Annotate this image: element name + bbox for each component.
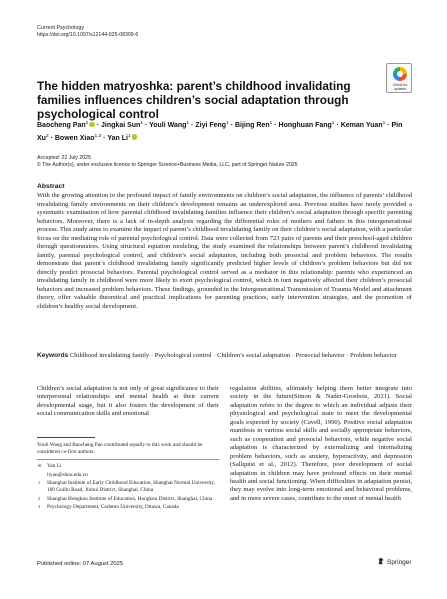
author-item[interactable]	[235, 122, 272, 129]
affiliation-text: Shanghai Institute of Early Childhood Education, Shanghai Normal University, 100 Guilin Road, Xuhui District, Shanghai, China	[47, 480, 215, 493]
author-item[interactable]	[279, 122, 335, 129]
author-affiliation-sup: 1	[140, 121, 143, 126]
keyword: Children’s social adaptation	[217, 352, 291, 359]
corresponding-email[interactable]: liyan@shnu.edu.cn	[47, 471, 88, 478]
keywords-list: Childhood invalidating family · Psychological control · Children’s social adaptation · Prosocial behavior · Problem behavior	[69, 352, 397, 359]
check-for-updates-badge[interactable]	[386, 63, 412, 93]
footnote-divider	[37, 437, 95, 438]
affiliation	[37, 496, 219, 503]
author-name: Youli Wang	[149, 122, 187, 129]
author-affiliation-sup: 1	[127, 133, 131, 139]
author-item[interactable]	[55, 135, 101, 142]
author-item[interactable]	[149, 122, 189, 129]
author-item[interactable]	[195, 122, 228, 129]
affiliation-text: Psychology Department, Carleton University, Ottawa, Canada	[47, 504, 179, 510]
author-affiliation-sup: 1,3	[94, 133, 102, 139]
affiliation-number: 2	[38, 495, 41, 501]
article-title: The hidden matryoshka: parent’s childhood invalidating families influences children’s social adaptation through psychological control	[37, 79, 351, 121]
publisher-name: Springer	[387, 559, 412, 566]
envelope-icon: ✉	[38, 463, 42, 468]
abstract-heading: Abstract	[37, 183, 65, 190]
affiliation-number: 1	[38, 480, 41, 485]
orcid-icon[interactable]	[132, 134, 138, 140]
author-item[interactable]	[341, 122, 386, 129]
footnotes	[37, 442, 219, 513]
badge-line2: updates	[393, 87, 407, 91]
affiliation	[37, 480, 219, 494]
author-affiliation-sup: 1	[382, 121, 386, 126]
springer-horse-icon	[377, 557, 385, 565]
author-affiliation-sup: 1	[85, 121, 89, 126]
author-name: Pin Xu	[37, 122, 403, 142]
author-affiliation-sup: 1	[331, 121, 335, 126]
author-item[interactable]	[101, 122, 143, 129]
author-name: Jingkai Sun	[101, 122, 141, 129]
author-name: Bijing Ren	[234, 122, 270, 129]
keyword: Prosocial behavior	[295, 352, 345, 359]
orcid-icon[interactable]	[89, 122, 95, 128]
author-item[interactable]	[107, 135, 137, 142]
author-item[interactable]	[37, 122, 95, 129]
author-name: Yan Li	[107, 134, 128, 142]
author-affiliation-sup: 1	[226, 121, 229, 126]
author-affiliation-sup: 2	[45, 133, 49, 139]
affiliations	[37, 480, 219, 511]
author-list: Baocheng Pan$^1$ · Jingkai Sun$^1$ · Youli Wang$^1$ · Ziyi Feng$^1$ · Bijing Ren$^1$ · Honghuan Fang$^1$ · Keman Yuan$^1$ · Pin $Xu^2$ · Bowen Xiao$^{1,3}$ · Yan Li$^1$	[37, 121, 403, 142]
author-name: Keman Yuan	[340, 122, 383, 129]
copyright-notice: © The Author(s), under exclusive licence to Springer Science+Business Media, LLC, part of Springer Nature 2025	[37, 162, 298, 168]
corresponding-email-row	[37, 472, 219, 479]
keywords-line	[37, 352, 412, 361]
author-name: Ziyi Feng	[195, 122, 227, 129]
doi-link[interactable]: https://doi.org/10.1007/s12144-025-08309-6	[37, 32, 139, 38]
author-name: Baocheng Pan	[37, 122, 86, 129]
affiliation-text: Shanghai Hongkou Institute of Education, Hongkou District, Shanghai, China	[47, 495, 213, 502]
author-affiliation-sup: 1	[186, 121, 190, 126]
published-date: Published online: 07 August 2025	[37, 561, 124, 567]
publisher-logo[interactable]	[377, 557, 412, 566]
corresponding-author	[37, 463, 219, 470]
keywords-label: Keywords	[37, 352, 69, 359]
journal-name: Current Psychology	[37, 25, 85, 31]
intro-right-column: regulation abilities, ultimately helping them better integrate into society in the future(Simon & Nader-Grosbois, 2021). Social adaptation refers to the degree to which an individual adjusts their physiological and psychological state to meet the developmental goals expected by society (Cavell, 1990). Positive social adaptation manifests in various social skills and socially appropriate behaviors, such as cooperation and prosocial behaviors, while negative social adaptation is characterized by externalizing and internalizing problem behaviors, such as anxiety, hyperactivity, and depression (Sallquist et al., 2012). Therefore, poor development of social adaptation in children may have profound effects on their mental health and social functioning. When difficulties in adaptation persist, they may evolve into long-term emotional and behavioral problems, and in more severe cases, contribute to the onset of mental health	[230, 385, 412, 502]
affiliation	[37, 504, 219, 511]
keyword: Problem behavior	[350, 352, 397, 359]
keyword: Psychological control	[154, 352, 212, 359]
corresponding-name: Yan Li	[47, 463, 62, 469]
badge-line1: Check for	[392, 83, 408, 87]
intro-left-column: Children’s social adaptation is not only of great significance to their interpersonal relationships and mental health at their current developmental stage, but it also fosters the development of their social communication skills and emotional	[37, 385, 219, 418]
author-affiliation-sup: 1	[269, 121, 273, 126]
correspondence-divider	[37, 459, 219, 460]
author-name: Honghuan Fang	[278, 122, 332, 129]
abstract-text: With the growing attention to the profound impact of family environments on children’s social adaptation, the influence of parents’ childhood invalidating family environments on their children’s development remains an underexplored area. Previous studies have rarely provided a systematic examination of how parental childhood invalidating families influence their children’s social adaptation through specific parenting behaviors. Moreover, there is a lack of in-depth analysis regarding the differential roles of mothers and fathers in this intergenerational process. This study aims to examine the impact of parent’s childhood invalidating family on their children’s social adaptation, with a particular focus on the mediating role of parental psychological control. Data were collected from 723 pairs of parents and their preschool-aged children through questionnaires. Using structural equation modeling, the study examined the relationships between parent’s childhood invalidating family, parental psychological control, and children’s social adaptation, including both prosocial and problem behaviors. The results demonstrate that parent’s childhood invalidating family significantly predicted higher levels of children’s problem behaviors but did not directly predict prosocial behaviors. Parental psychological control served as a mediator in this relationship: parents who experienced an invalidating family in childhood were more likely to exert psychological control, which in turn negatively affected their children’s prosocial behaviors and increased problem behaviors. These findings, grounded in the Intergenerational Transmission of Trauma Model and attachment theory, offer valuable theoretical and practical implications for parenting practices, early intervention strategies, and the promotion of children’s healthy social development.	[37, 192, 412, 310]
keyword: Childhood invalidating family	[69, 352, 150, 359]
accepted-date: Accepted: 22 July 2025	[37, 155, 91, 161]
affiliation-number: 3	[38, 504, 41, 509]
author-name: Bowen Xiao	[54, 134, 95, 142]
equal-contribution-note: Youli Wang and Baocheng Pan contributed equally to this work and should be considered co-first authors.	[37, 442, 203, 455]
crossmark-icon	[393, 67, 407, 81]
